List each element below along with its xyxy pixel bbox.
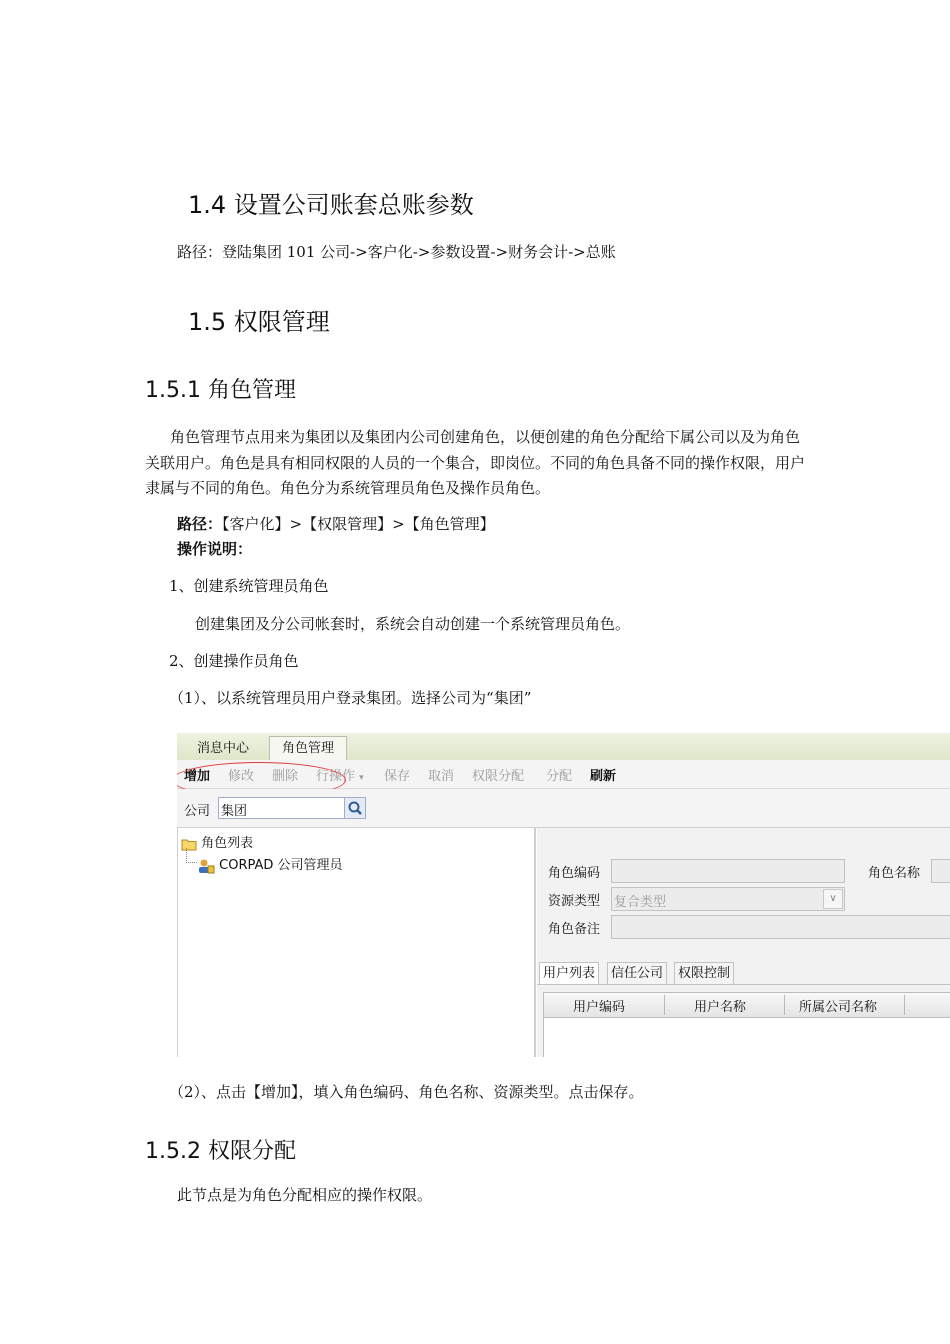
tree-connector — [186, 848, 197, 863]
path-label: 路径： — [177, 515, 223, 533]
subtab-bar — [537, 960, 950, 985]
grid-separator — [664, 995, 665, 1015]
grid-header-user-code[interactable]: 用户编码 — [573, 1000, 626, 1015]
cancel-button[interactable]: 取消 — [428, 769, 455, 784]
role-name-label: 角色名称 — [868, 866, 921, 881]
role-icon — [197, 858, 215, 874]
section-1-5-1-paragraph: 角色管理节点用来为集团以及集团内公司创建角色，以便创建的角色分配给下属公司以及为角色关联用户。角色是具有相同权限的人员的一个集合，即岗位。不同的角色具备不同的操作权限，用户隶属与不同的角色。角色分为系统管理员角色及操作员角色。 — [145, 428, 806, 497]
company-input[interactable] — [218, 797, 366, 819]
step-1: 1、创建系统管理员角色 — [169, 577, 329, 595]
resource-type-label: 资源类型 — [548, 894, 601, 909]
refresh-button[interactable]: 刷新 — [590, 769, 617, 784]
tab-trusted-company[interactable]: 信任公司 — [607, 962, 667, 984]
tree-item-label: CORPAD 公司管理员 — [219, 858, 343, 873]
role-management-screenshot — [177, 733, 950, 1057]
role-tree — [177, 828, 536, 1057]
company-value: 集团 — [221, 804, 248, 819]
chevron-down-icon[interactable]: ∨ — [823, 889, 843, 909]
user-grid — [543, 992, 950, 1057]
row-operation-label: 行操作 — [316, 769, 356, 784]
step-2-2: （2）、点击【增加】，填入角色编码、角色名称、资源类型。点击保存。 — [169, 1083, 644, 1101]
step-2-1: （1）、以系统管理员用户登录集团。选择公司为“集团” — [169, 689, 532, 707]
tab-bar — [177, 733, 950, 761]
grid-header-company-name[interactable]: 所属公司名称 — [799, 1000, 878, 1015]
resource-type-value: 复合类型 — [614, 895, 667, 910]
role-code-label: 角色编码 — [548, 866, 601, 881]
tab-user-list[interactable]: 用户列表 — [539, 962, 599, 984]
section-1-5-2-paragraph: 此节点是为角色分配相应的操作权限。 — [177, 1186, 433, 1204]
resource-type-select[interactable] — [611, 887, 845, 911]
dropdown-icon: ▾ — [359, 773, 364, 783]
tab-message-center[interactable]: 消息中心 — [197, 741, 250, 756]
role-code-field[interactable] — [611, 859, 845, 883]
delete-button[interactable]: 删除 — [272, 769, 299, 784]
step-1-detail: 创建集团及分公司帐套时，系统会自动创建一个系统管理员角色。 — [195, 615, 631, 633]
tab-permission-control[interactable]: 权限控制 — [674, 962, 734, 984]
tree-root-label: 角色列表 — [201, 836, 254, 851]
tree-item[interactable] — [197, 854, 343, 874]
grid-header — [544, 993, 950, 1018]
role-remark-field[interactable] — [611, 915, 950, 939]
tab-role-management[interactable]: 角色管理 — [269, 736, 347, 761]
section-1-5-title: 1.5 权限管理 — [188, 308, 330, 336]
path-line — [177, 512, 495, 537]
permission-assign-button[interactable]: 权限分配 — [472, 769, 525, 784]
grid-header-user-name[interactable]: 用户名称 — [694, 1000, 747, 1015]
save-button[interactable]: 保存 — [384, 769, 411, 784]
grid-separator — [784, 995, 785, 1015]
path-value: 【客户化】>【权限管理】>【角色管理】 — [222, 515, 495, 533]
assign-button[interactable]: 分配 — [546, 769, 573, 784]
company-row — [177, 789, 950, 828]
search-icon[interactable] — [344, 798, 365, 818]
grid-separator — [904, 995, 905, 1015]
section-1-4-path: 路径：登陆集团 101 公司->客户化->参数设置->财务会计->总账 — [177, 243, 616, 261]
role-detail-panel — [537, 828, 950, 1057]
step-2: 2、创建操作员角色 — [169, 652, 299, 670]
company-label: 公司 — [184, 804, 211, 819]
section-1-5-1-title: 1.5.1 角色管理 — [145, 378, 296, 403]
role-name-field[interactable] — [931, 859, 950, 883]
operation-label: 操作说明： — [177, 540, 253, 558]
section-1-5-2-title: 1.5.2 权限分配 — [145, 1139, 296, 1164]
role-remark-label: 角色备注 — [548, 922, 601, 937]
edit-button[interactable]: 修改 — [228, 769, 255, 784]
section-1-4-title: 1.4 设置公司账套总账参数 — [188, 191, 474, 219]
add-button[interactable]: 增加 — [184, 769, 211, 784]
